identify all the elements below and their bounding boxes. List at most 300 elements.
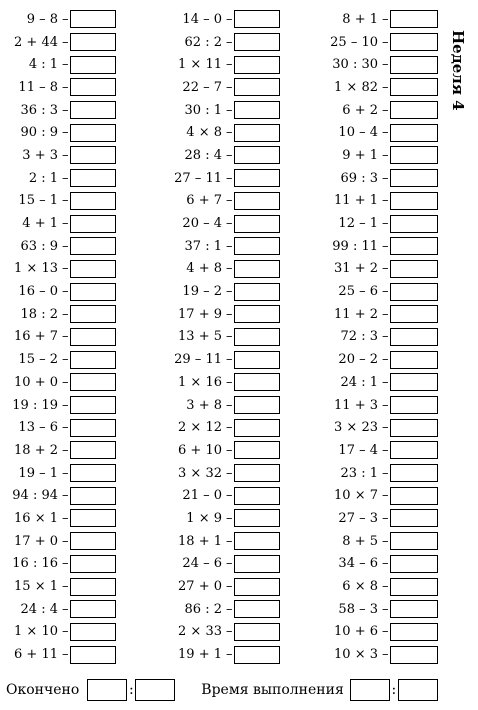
finished-minutes-box[interactable]: [135, 679, 175, 701]
answer-box[interactable]: [234, 283, 280, 301]
exercise-dash: –: [226, 238, 233, 254]
answer-box[interactable]: [234, 396, 280, 414]
answer-box[interactable]: [70, 33, 116, 51]
exercise-expression: 16 × 1: [14, 510, 58, 526]
exercise-row: [0, 144, 116, 167]
exercise-expression: 1 × 9: [186, 510, 222, 526]
exercise-expression: 25 – 6: [338, 284, 378, 300]
answer-box[interactable]: [234, 441, 280, 459]
exercise-dash: –: [382, 579, 389, 595]
answer-box[interactable]: [70, 169, 116, 187]
exercise-dash: –: [226, 261, 233, 277]
exercise-row: [320, 303, 438, 326]
exercise-row: [320, 439, 438, 462]
exercise-expression: 9 + 1: [342, 147, 378, 163]
exercise-expression: 6 × 8: [342, 579, 378, 595]
answer-box[interactable]: [390, 487, 438, 505]
answer-box[interactable]: [234, 124, 280, 142]
exercise-row: [320, 348, 438, 371]
answer-box[interactable]: [390, 441, 438, 459]
exercise-expression: 3 + 3: [22, 147, 58, 163]
exercise-dash: –: [382, 261, 389, 277]
answer-box[interactable]: [234, 56, 280, 74]
exercise-row: [160, 575, 280, 598]
time-minutes-box[interactable]: [398, 679, 438, 701]
exercise-row: [160, 394, 280, 417]
exercise-dash: –: [226, 147, 233, 163]
answer-box[interactable]: [390, 419, 438, 437]
exercise-dash: –: [62, 170, 69, 186]
exercise-row: [0, 598, 116, 621]
exercise-row: [0, 507, 116, 530]
exercise-expression: 17 + 0: [14, 533, 58, 549]
answer-box[interactable]: [70, 464, 116, 482]
exercise-row: [160, 258, 280, 281]
exercise-row: [160, 8, 280, 31]
answer-box[interactable]: [70, 487, 116, 505]
exercise-expression: 4 × 8: [186, 125, 222, 141]
exercise-row: [320, 190, 438, 213]
exercise-row: [320, 280, 438, 303]
answer-box[interactable]: [390, 305, 438, 323]
exercise-row: [160, 167, 280, 190]
answer-box[interactable]: [234, 509, 280, 527]
exercise-expression: 6 + 7: [186, 193, 222, 209]
answer-box[interactable]: [70, 532, 116, 550]
answer-box[interactable]: [234, 555, 280, 573]
exercise-dash: –: [62, 647, 69, 663]
exercise-expression: 18 + 1: [178, 533, 222, 549]
exercise-expression: 4 : 1: [28, 57, 58, 73]
answer-box[interactable]: [70, 260, 116, 278]
exercise-dash: –: [62, 102, 69, 118]
exercise-expression: 2 : 1: [28, 170, 58, 186]
exercise-row: [320, 144, 438, 167]
answer-box[interactable]: [390, 78, 438, 96]
exercise-row: [0, 235, 116, 258]
exercise-row: [320, 484, 438, 507]
exercise-dash: –: [62, 193, 69, 209]
exercise-dash: –: [382, 442, 389, 458]
exercise-expression: 19 + 1: [178, 647, 222, 663]
answer-box[interactable]: [390, 192, 438, 210]
exercise-expression: 25 – 10: [330, 34, 378, 50]
answer-box[interactable]: [70, 237, 116, 255]
exercise-row: [0, 575, 116, 598]
exercise-expression: 22 – 7: [182, 79, 222, 95]
answer-box[interactable]: [390, 124, 438, 142]
answer-box[interactable]: [70, 623, 116, 641]
exercise-expression: 28 : 4: [184, 147, 222, 163]
exercise-row: [160, 416, 280, 439]
answer-box[interactable]: [390, 555, 438, 573]
exercise-dash: –: [62, 34, 69, 50]
answer-box[interactable]: [70, 56, 116, 74]
answer-box[interactable]: [234, 464, 280, 482]
exercise-dash: –: [62, 57, 69, 73]
exercise-row: [160, 76, 280, 99]
exercise-row: [0, 643, 116, 666]
answer-box[interactable]: [234, 600, 280, 618]
exercise-dash: –: [62, 284, 69, 300]
exercise-dash: –: [226, 465, 233, 481]
exercise-expression: 1 × 82: [334, 79, 378, 95]
exercise-expression: 3 + 8: [186, 397, 222, 413]
answer-box[interactable]: [390, 464, 438, 482]
exercise-row: [320, 258, 438, 281]
exercise-row: [160, 507, 280, 530]
answer-box[interactable]: [70, 396, 116, 414]
exercise-row: [160, 371, 280, 394]
exercise-row: [320, 121, 438, 144]
answer-box[interactable]: [234, 260, 280, 278]
exercise-expression: 4 + 8: [186, 261, 222, 277]
exercise-dash: –: [62, 397, 69, 413]
answer-box[interactable]: [70, 578, 116, 596]
exercise-expression: 6 + 11: [14, 647, 58, 663]
exercise-expression: 31 + 2: [334, 261, 378, 277]
answer-box[interactable]: [234, 646, 280, 664]
exercise-row: [320, 575, 438, 598]
exercise-dash: –: [62, 488, 69, 504]
answer-box[interactable]: [70, 305, 116, 323]
exercise-dash: –: [382, 79, 389, 95]
answer-box[interactable]: [390, 578, 438, 596]
answer-box[interactable]: [390, 646, 438, 664]
exercise-dash: –: [226, 533, 233, 549]
exercise-expression: 94 : 94: [12, 488, 58, 504]
exercise-expression: 9 – 8: [26, 11, 58, 27]
exercise-row: [320, 212, 438, 235]
answer-box[interactable]: [234, 237, 280, 255]
exercise-expression: 10 + 0: [14, 374, 58, 390]
footer: [6, 679, 478, 701]
answer-box[interactable]: [234, 373, 280, 391]
exercise-expression: 18 + 2: [14, 442, 58, 458]
exercise-dash: –: [382, 374, 389, 390]
answer-box[interactable]: [234, 532, 280, 550]
column-1: [0, 8, 116, 666]
exercise-expression: 15 – 2: [18, 352, 58, 368]
answer-box[interactable]: [234, 328, 280, 346]
exercise-row: [0, 99, 116, 122]
exercise-expression: 15 – 1: [18, 193, 58, 209]
answer-box[interactable]: [390, 351, 438, 369]
exercise-dash: –: [226, 329, 233, 345]
exercise-dash: –: [382, 238, 389, 254]
answer-box[interactable]: [390, 215, 438, 233]
exercise-dash: –: [382, 352, 389, 368]
exercise-dash: –: [226, 284, 233, 300]
exercise-expression: 17 + 9: [178, 306, 222, 322]
exercise-expression: 10 – 4: [338, 125, 378, 141]
exercise-dash: –: [226, 579, 233, 595]
exercise-row: [0, 394, 116, 417]
exercise-row: [0, 530, 116, 553]
exercise-dash: –: [226, 397, 233, 413]
answer-box[interactable]: [70, 441, 116, 459]
exercise-row: [0, 31, 116, 54]
answer-box[interactable]: [70, 146, 116, 164]
exercise-expression: 36 : 3: [20, 102, 58, 118]
exercise-row: [320, 553, 438, 576]
exercise-expression: 3 × 23: [334, 420, 378, 436]
exercise-dash: –: [62, 147, 69, 163]
time-label: Время выполнения: [201, 682, 344, 698]
answer-box[interactable]: [390, 169, 438, 187]
exercise-dash: –: [226, 11, 233, 27]
exercise-dash: –: [382, 329, 389, 345]
exercise-dash: –: [226, 420, 233, 436]
exercise-row: [0, 326, 116, 349]
exercise-expression: 90 : 9: [20, 125, 58, 141]
exercise-dash: –: [62, 329, 69, 345]
finished-colon: :: [128, 682, 134, 698]
answer-box[interactable]: [234, 33, 280, 51]
answer-box[interactable]: [70, 600, 116, 618]
exercise-row: [320, 326, 438, 349]
exercise-dash: –: [226, 125, 233, 141]
time-hours-box[interactable]: [350, 679, 390, 701]
exercise-dash: –: [382, 647, 389, 663]
exercise-dash: –: [226, 216, 233, 232]
exercise-row: [160, 553, 280, 576]
exercise-row: [0, 621, 116, 644]
exercise-row: [0, 553, 116, 576]
exercise-row: [0, 167, 116, 190]
exercise-expression: 62 : 2: [184, 34, 222, 50]
answer-box[interactable]: [70, 283, 116, 301]
answer-box[interactable]: [234, 146, 280, 164]
answer-box[interactable]: [390, 396, 438, 414]
answer-box[interactable]: [234, 351, 280, 369]
exercise-expression: 37 : 1: [184, 238, 222, 254]
exercise-row: [320, 235, 438, 258]
exercise-row: [160, 190, 280, 213]
answer-box[interactable]: [390, 373, 438, 391]
exercise-dash: –: [226, 352, 233, 368]
exercise-expression: 2 × 12: [178, 420, 222, 436]
answer-box[interactable]: [234, 10, 280, 28]
exercise-expression: 1 × 16: [178, 374, 222, 390]
answer-box[interactable]: [390, 283, 438, 301]
exercise-dash: –: [226, 374, 233, 390]
exercise-dash: –: [62, 306, 69, 322]
exercise-dash: –: [226, 624, 233, 640]
answer-box[interactable]: [234, 487, 280, 505]
answer-box[interactable]: [70, 555, 116, 573]
exercise-dash: –: [382, 488, 389, 504]
exercise-expression: 16 : 16: [12, 556, 58, 572]
exercise-dash: –: [226, 57, 233, 73]
answer-box[interactable]: [234, 578, 280, 596]
exercise-expression: 3 × 32: [178, 465, 222, 481]
answer-box[interactable]: [390, 623, 438, 641]
exercise-dash: –: [62, 420, 69, 436]
exercise-expression: 63 : 9: [20, 238, 58, 254]
exercise-row: [0, 53, 116, 76]
exercise-row: [320, 31, 438, 54]
exercise-dash: –: [62, 533, 69, 549]
exercise-dash: –: [62, 601, 69, 617]
exercise-dash: –: [226, 170, 233, 186]
exercise-expression: 6 + 10: [178, 442, 222, 458]
exercise-expression: 13 – 6: [18, 420, 58, 436]
exercise-row: [0, 121, 116, 144]
exercise-expression: 10 × 3: [334, 647, 378, 663]
answer-box[interactable]: [390, 33, 438, 51]
answer-box[interactable]: [234, 305, 280, 323]
answer-box[interactable]: [390, 10, 438, 28]
answer-box[interactable]: [390, 509, 438, 527]
exercise-expression: 69 : 3: [340, 170, 378, 186]
exercise-dash: –: [62, 465, 69, 481]
exercise-expression: 11 + 1: [334, 193, 378, 209]
exercise-expression: 30 : 1: [184, 102, 222, 118]
answer-box[interactable]: [390, 600, 438, 618]
answer-box[interactable]: [70, 419, 116, 437]
answer-box[interactable]: [234, 78, 280, 96]
exercise-row: [160, 280, 280, 303]
week-title: Неделя 4: [449, 30, 467, 111]
exercise-row: [0, 8, 116, 31]
exercise-row: [160, 643, 280, 666]
exercise-row: [160, 530, 280, 553]
exercise-expression: 10 + 6: [334, 624, 378, 640]
exercise-expression: 13 + 5: [178, 329, 222, 345]
exercise-expression: 30 : 30: [332, 57, 378, 73]
answer-box[interactable]: [234, 623, 280, 641]
exercise-expression: 19 – 2: [182, 284, 222, 300]
answer-box[interactable]: [234, 419, 280, 437]
answer-box[interactable]: [70, 509, 116, 527]
exercise-dash: –: [382, 193, 389, 209]
exercise-row: [160, 53, 280, 76]
exercise-dash: –: [382, 284, 389, 300]
answer-box[interactable]: [390, 146, 438, 164]
exercise-dash: –: [382, 601, 389, 617]
exercise-expression: 2 × 33: [178, 624, 222, 640]
answer-box[interactable]: [70, 215, 116, 233]
exercise-expression: 20 – 2: [338, 352, 378, 368]
exercise-expression: 20 – 4: [182, 216, 222, 232]
exercise-dash: –: [226, 488, 233, 504]
answer-box[interactable]: [390, 532, 438, 550]
exercise-row: [0, 348, 116, 371]
answer-box[interactable]: [70, 373, 116, 391]
exercise-dash: –: [382, 102, 389, 118]
answer-box[interactable]: [390, 260, 438, 278]
exercise-expression: 14 – 0: [182, 11, 222, 27]
exercise-expression: 29 – 11: [174, 352, 222, 368]
exercise-dash: –: [382, 510, 389, 526]
exercise-row: [0, 190, 116, 213]
exercise-row: [0, 212, 116, 235]
exercise-dash: –: [226, 510, 233, 526]
exercise-row: [160, 348, 280, 371]
exercise-dash: –: [226, 193, 233, 209]
exercise-row: [320, 462, 438, 485]
finished-label: Окончено: [6, 682, 80, 698]
exercise-row: [160, 212, 280, 235]
finished-hours-box[interactable]: [87, 679, 127, 701]
exercise-dash: –: [382, 397, 389, 413]
answer-box[interactable]: [234, 101, 280, 119]
exercise-dash: –: [226, 306, 233, 322]
exercise-dash: –: [226, 556, 233, 572]
exercise-expression: 10 × 7: [334, 488, 378, 504]
exercise-row: [320, 394, 438, 417]
exercise-dash: –: [382, 465, 389, 481]
exercise-dash: –: [226, 34, 233, 50]
answer-box[interactable]: [70, 646, 116, 664]
answer-box[interactable]: [70, 328, 116, 346]
answer-box[interactable]: [70, 124, 116, 142]
exercise-row: [160, 144, 280, 167]
exercise-expression: 24 : 4: [20, 601, 58, 617]
exercise-row: [160, 326, 280, 349]
exercise-row: [160, 235, 280, 258]
exercise-row: [0, 371, 116, 394]
exercise-expression: 12 – 1: [338, 216, 378, 232]
exercise-dash: –: [62, 238, 69, 254]
exercise-expression: 72 : 3: [340, 329, 378, 345]
answer-box[interactable]: [390, 56, 438, 74]
exercise-expression: 27 – 3: [338, 510, 378, 526]
exercise-dash: –: [382, 624, 389, 640]
exercise-expression: 2 + 44: [14, 34, 58, 50]
exercise-row: [320, 167, 438, 190]
exercise-row: [160, 598, 280, 621]
exercise-row: [0, 280, 116, 303]
exercise-dash: –: [382, 34, 389, 50]
answer-box[interactable]: [234, 169, 280, 187]
answer-box[interactable]: [70, 101, 116, 119]
exercise-row: [0, 462, 116, 485]
exercise-dash: –: [382, 57, 389, 73]
exercise-expression: 18 : 2: [20, 306, 58, 322]
answer-box[interactable]: [390, 237, 438, 255]
exercise-row: [160, 31, 280, 54]
answer-box[interactable]: [234, 192, 280, 210]
answer-box[interactable]: [390, 101, 438, 119]
answer-box[interactable]: [70, 351, 116, 369]
answer-box[interactable]: [70, 78, 116, 96]
exercise-expression: 1 × 10: [14, 624, 58, 640]
answer-box[interactable]: [390, 328, 438, 346]
exercise-expression: 6 + 2: [342, 102, 378, 118]
exercise-dash: –: [226, 79, 233, 95]
exercise-row: [0, 416, 116, 439]
exercise-row: [320, 8, 438, 31]
exercise-row: [320, 530, 438, 553]
exercise-dash: –: [62, 352, 69, 368]
exercise-row: [160, 99, 280, 122]
exercise-dash: –: [382, 11, 389, 27]
exercise-row: [320, 53, 438, 76]
answer-box[interactable]: [70, 10, 116, 28]
exercise-row: [320, 416, 438, 439]
exercise-dash: –: [62, 556, 69, 572]
answer-box[interactable]: [70, 192, 116, 210]
exercise-expression: 11 + 2: [334, 306, 378, 322]
exercise-row: [320, 643, 438, 666]
exercise-expression: 17 – 4: [338, 442, 378, 458]
answer-box[interactable]: [234, 215, 280, 233]
exercise-row: [160, 121, 280, 144]
exercise-expression: 11 + 3: [334, 397, 378, 413]
exercise-dash: –: [62, 11, 69, 27]
